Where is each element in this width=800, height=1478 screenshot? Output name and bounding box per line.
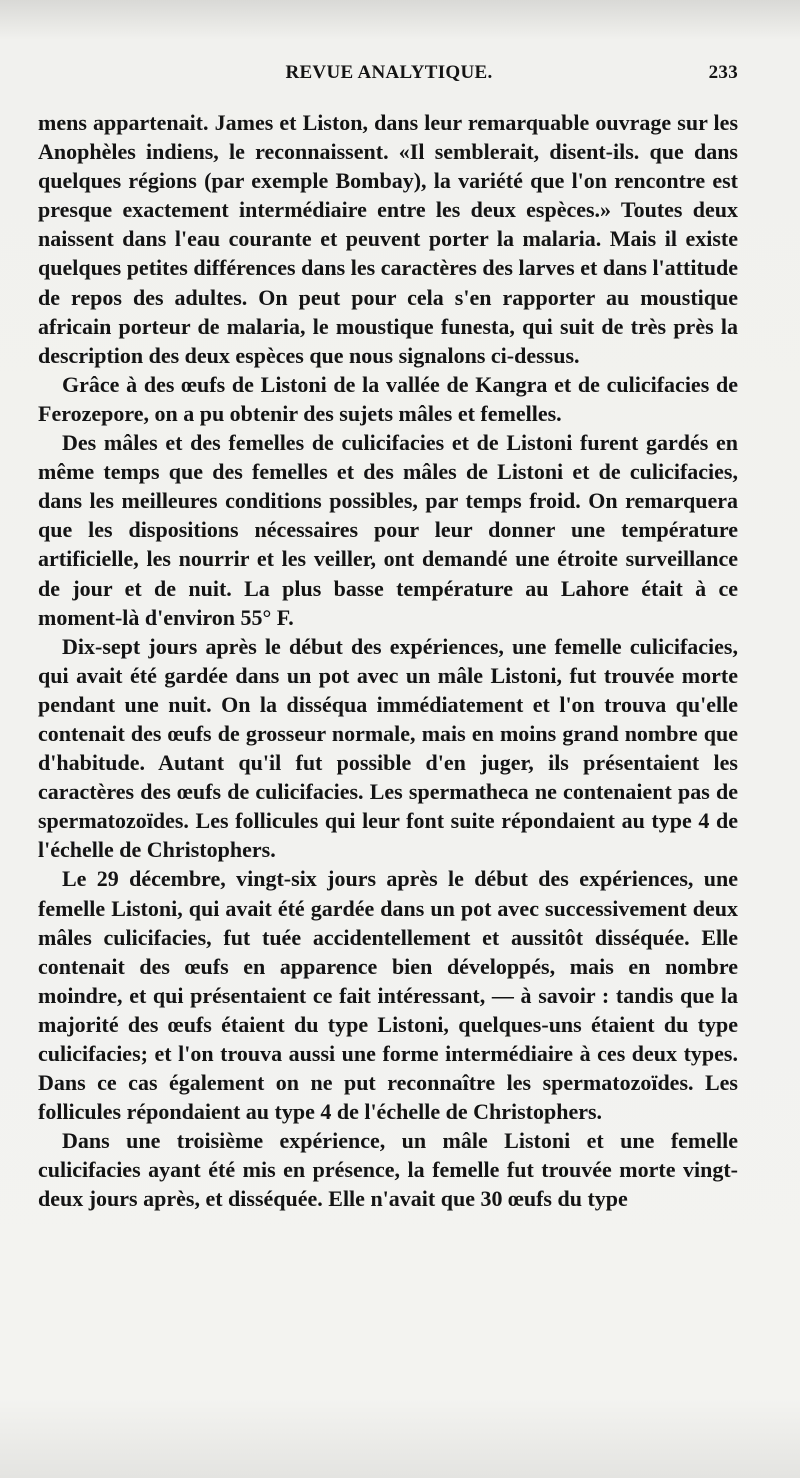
running-header (40, 58, 738, 92)
paragraph: Des mâles et des femelles de culicifacies et de Listoni furent gardés en même temps que des femelles et des mâles de Listoni et de culicifacies, dans les meilleures conditions possibles, par temps froid. On remarquera que les dispositions nécessaires pour leur donner une température artificielle, les nourrir et les veiller, ont demandé une étroite surveillance de jour et de nuit. La plus basse température au Lahore était à ce moment-là d'environ 55° F. (38, 430, 738, 630)
paragraph: Le 29 décembre, vingt-six jours après le début des expériences, une femelle Listoni, qui avait été gardée dans un pot avec successivement deux mâles culicifacies, fut tuée accidentellement et aussitôt disséquée. Elle contenait des œufs en apparence bien développés, mais en nombre moindre, et qui présentaient ce fait intéressant, — à savoir : tandis que la majorité des œufs étaient du type Listoni, quelques-uns étaient du type culicifacies; et l'on trouva aussi une forme intermédiaire à ces deux types. Dans ce cas également on ne put reconnaître les spermatozoïdes. Les follicules répondaient au type 4 de l'échelle de Christophers. (38, 866, 738, 1125)
running-title: REVUE ANALYTIQUE. (285, 62, 493, 83)
paragraph: Dans une troisième expérience, un mâle Listoni et une femelle culicifacies ayant été mis en présence, la femelle fut trouvée morte vingt-deux jours après, et disséquée. Elle n'avait que 30 œufs du type (38, 1128, 738, 1212)
body-text (38, 108, 738, 1214)
paragraph: Dix-sept jours après le début des expériences, une femelle culicifacies, qui avait été gardée dans un pot avec un mâle Listoni, fut trouvée morte pendant une nuit. On la disséqua immédiatement et l'on trouva qu'elle contenait des œufs de grosseur normale, mais en moins grand nombre que d'habitude. Autant qu'il fut possible d'en juger, ils présentaient les caractères des œufs de culicifacies. Les spermatheca ne contenaient pas de spermatozoïdes. Les follicules qui leur font suite répondaient au type 4 de l'échelle de Christophers. (38, 633, 738, 863)
paragraph: Grâce à des œufs de Listoni de la vallée de Kangra et de culicifacies de Ferozepore, on a pu obtenir des sujets mâles et femelles. (38, 371, 738, 426)
page-number: 233 (708, 62, 738, 83)
paragraph: mens appartenait. James et Liston, dans leur remarquable ouvrage sur les Anophèles indiens, le reconnaissent. «Il semblerait, disent-ils. que dans quelques régions (par exemple Bombay), la variété que l'on rencontre est presque exactement intermédiaire entre les deux espèces.» Toutes deux naissent dans l'eau courante et peuvent porter la malaria. Mais il existe quelques petites différences dans les caractères des larves et dans l'attitude de repos des adultes. On peut pour cela s'en rapporter au moustique africain porteur de malaria, le moustique funesta, qui suit de très près la description des deux espèces que nous signalons ci-dessus. (38, 110, 738, 368)
